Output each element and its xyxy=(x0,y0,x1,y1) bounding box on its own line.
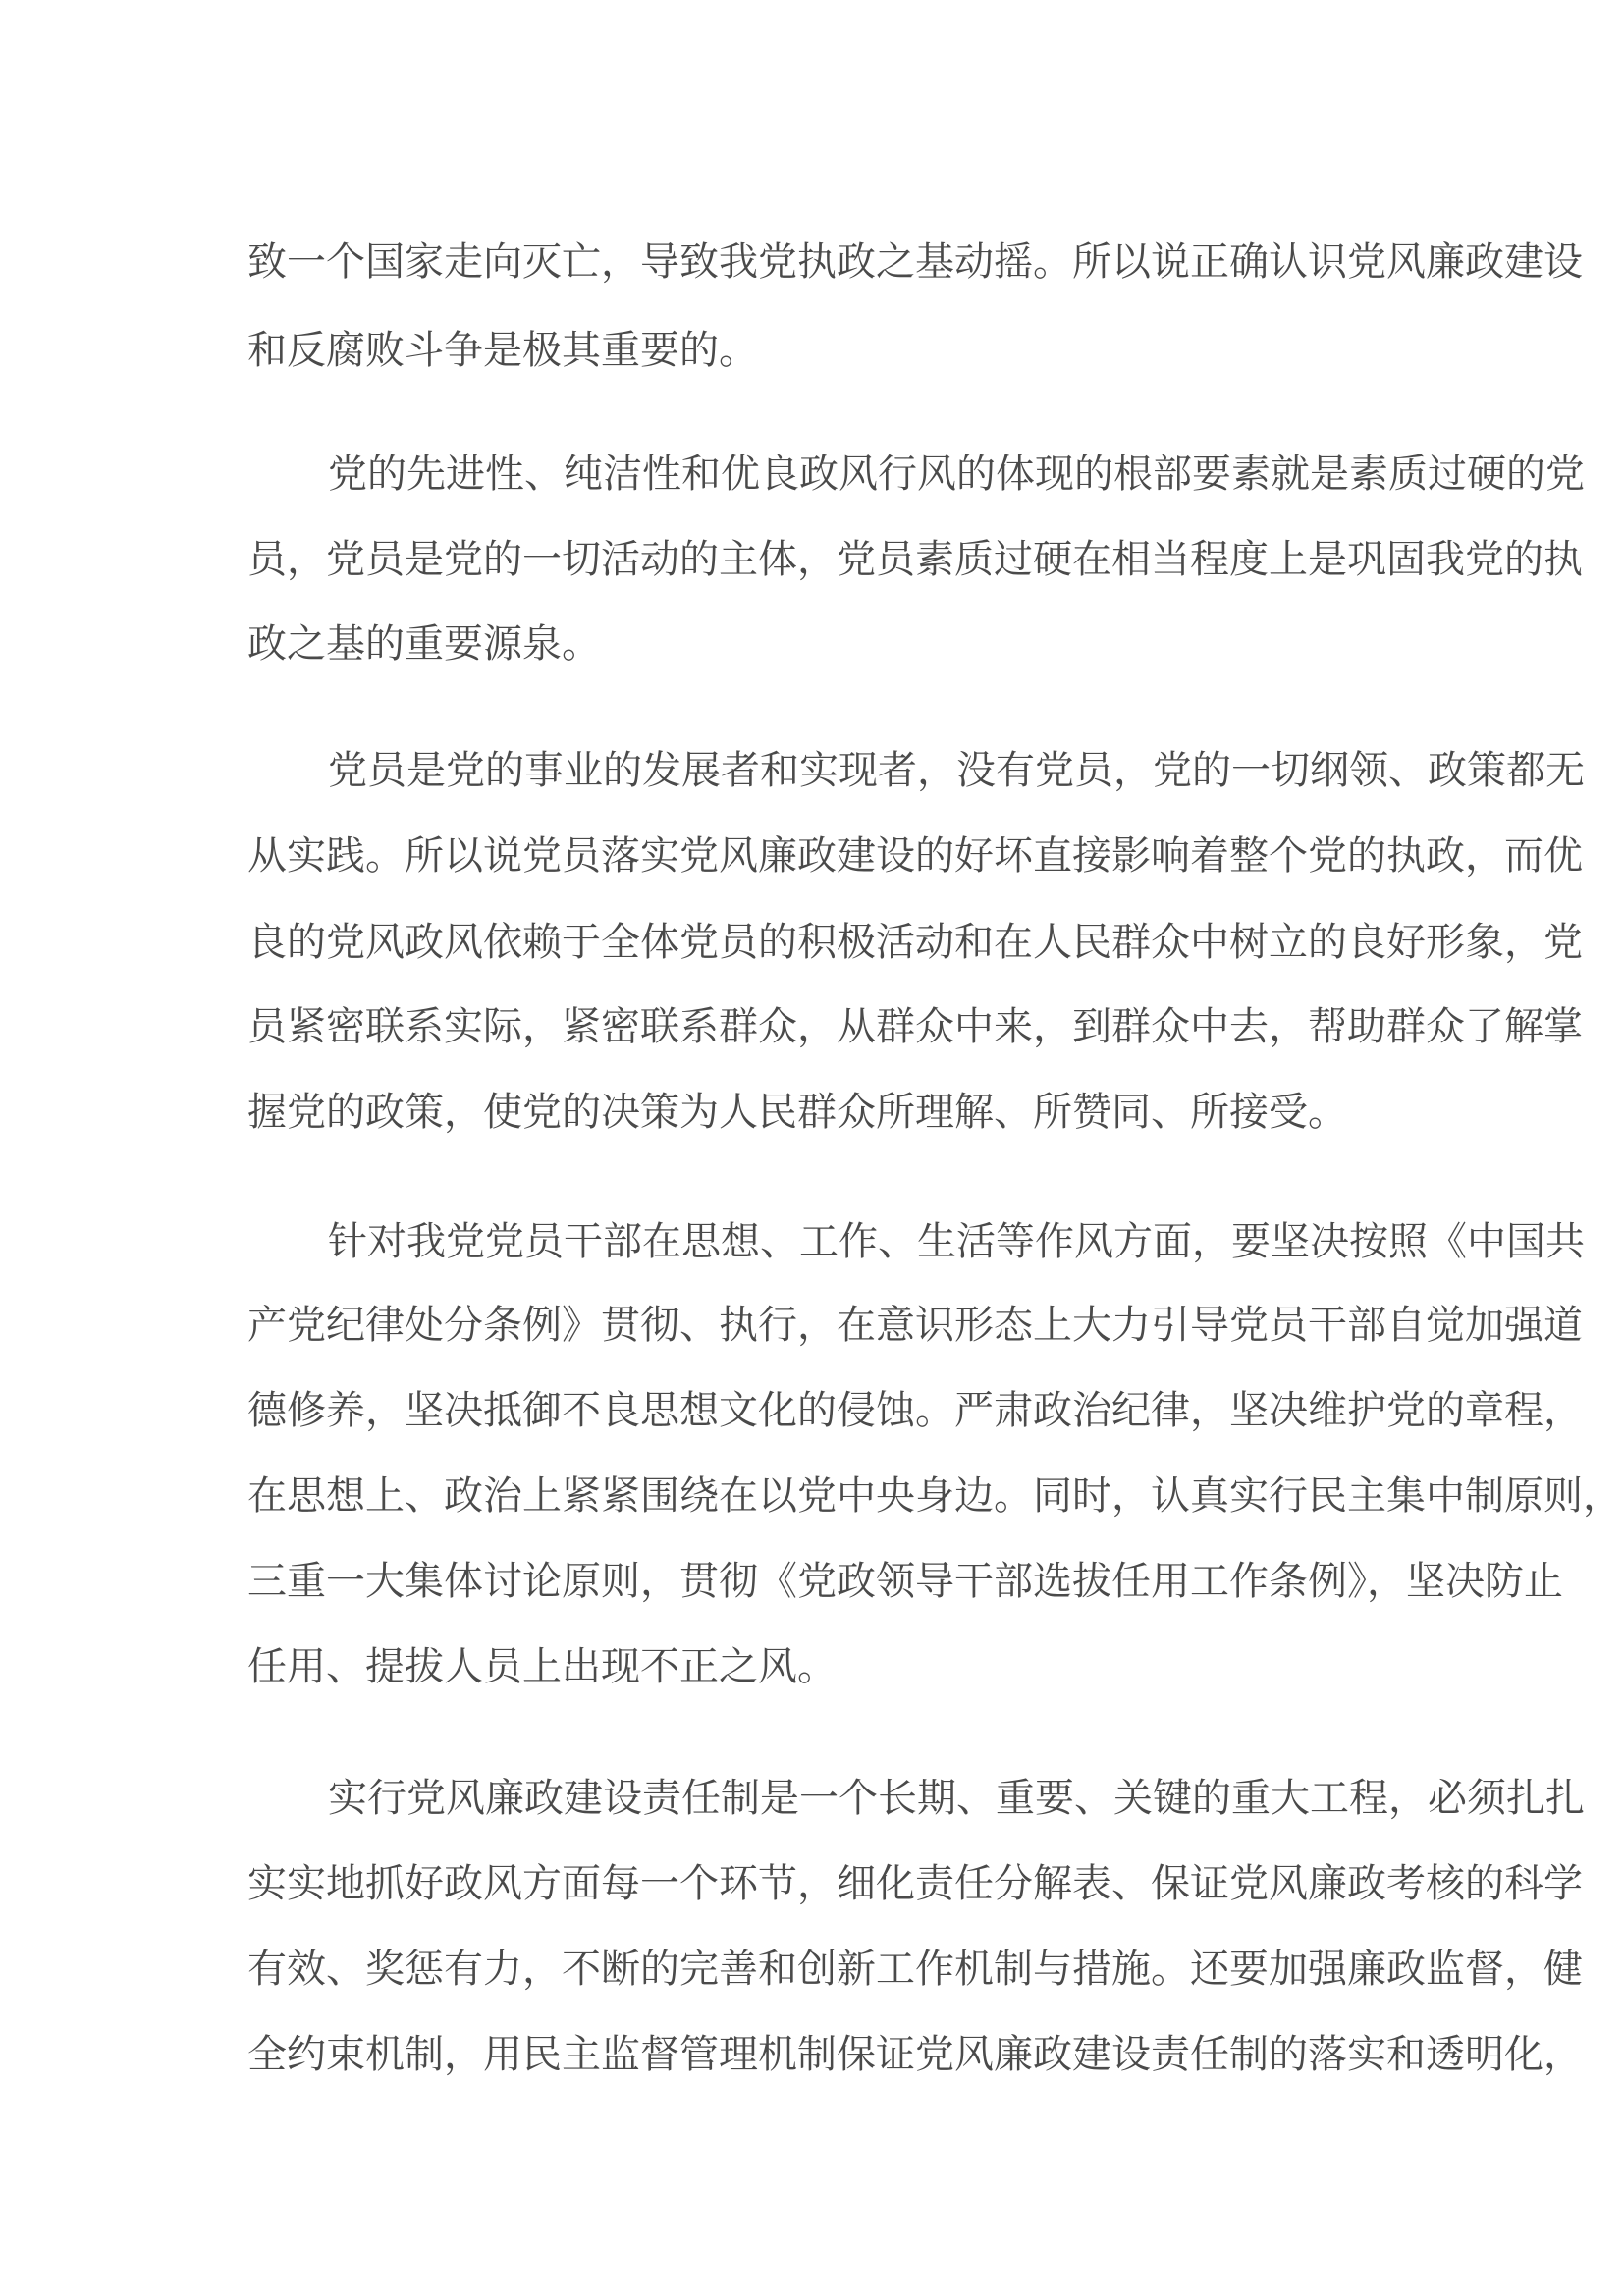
text-line: 德修养，坚决抵御不良思想文化的侵蚀。严肃政治纪律，坚决维护党的章程， xyxy=(247,1388,1583,1433)
text-line: 实行党风廉政建设责任制是一个长期、重要、关键的重大工程，必须扎扎 xyxy=(328,1776,1585,1821)
text-line: 针对我党党员干部在思想、工作、生活等作风方面，要坚决按照《中国共 xyxy=(328,1219,1585,1264)
text-line: 在思想上、政治上紧紧围绕在以党中央身边。同时，认真实行民主集中制原则， xyxy=(247,1473,1622,1519)
text-line: 三重一大集体讨论原则，贯彻《党政领导干部选拔任用工作条例》，坚决防止 xyxy=(247,1559,1563,1604)
text-line: 实实地抓好政风方面每一个环节，细化责任分解表、保证党风廉政考核的科学 xyxy=(247,1861,1583,1906)
text-line: 和反腐败斗争是极其重要的。 xyxy=(247,328,758,373)
text-line: 党的先进性、纯洁性和优良政风行风的体现的根部要素就是素质过硬的党 xyxy=(328,452,1585,497)
text-line: 员，党员是党的一切活动的主体，党员素质过硬在相当程度上是巩固我党的执 xyxy=(247,537,1583,582)
text-line: 有效、奖惩有力，不断的完善和创新工作机制与措施。还要加强廉政监督，健 xyxy=(247,1947,1583,1992)
text-line: 从实践。所以说党员落实党风廉政建设的好坏直接影响着整个党的执政，而优 xyxy=(247,833,1583,879)
text-line: 全约束机制，用民主监督管理机制保证党风廉政建设责任制的落实和透明化， xyxy=(247,2032,1583,2077)
text-line: 任用、提拔人员上出现不正之风。 xyxy=(247,1644,837,1689)
text-line: 政之基的重要源泉。 xyxy=(247,621,601,667)
text-line: 致一个国家走向灭亡，导致我党执政之基动摇。所以说正确认识党风廉政建设 xyxy=(247,240,1583,285)
text-line: 握党的政策，使党的决策为人民群众所理解、所赞同、所接受。 xyxy=(247,1090,1347,1135)
text-line: 良的党风政风依赖于全体党员的积极活动和在人民群众中树立的良好形象，党 xyxy=(247,920,1583,965)
text-line: 产党纪律处分条例》贯彻、执行，在意识形态上大力引导党员干部自觉加强道 xyxy=(247,1303,1583,1348)
text-line: 员紧密联系实际，紧密联系群众，从群众中来，到群众中去，帮助群众了解掌 xyxy=(247,1004,1583,1049)
text-line: 党员是党的事业的发展者和实现者，没有党员，党的一切纲领、政策都无 xyxy=(328,748,1585,793)
